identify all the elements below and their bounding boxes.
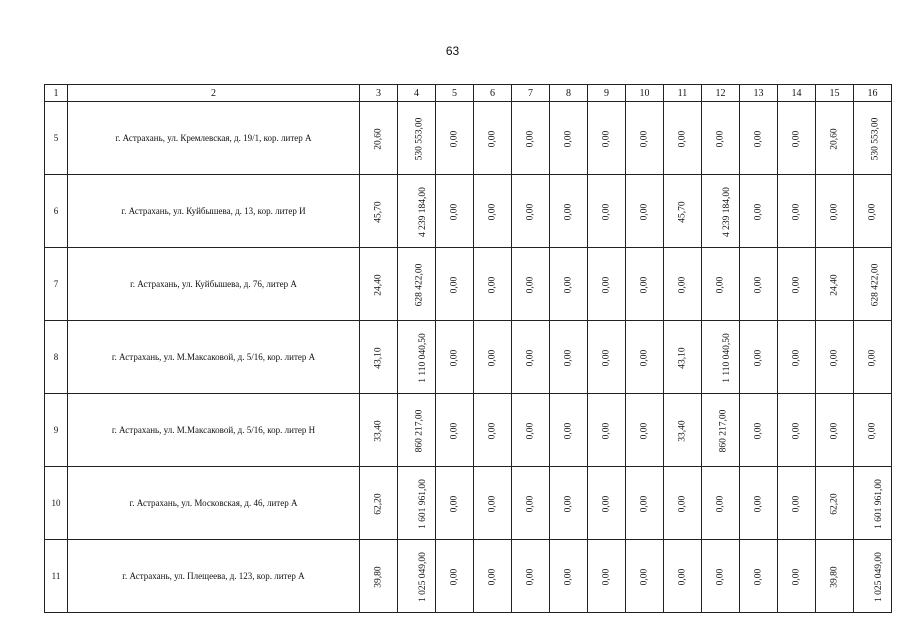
value-cell <box>398 540 436 613</box>
value-text: 0,00 <box>601 568 612 585</box>
value-cell <box>474 102 512 175</box>
value-cell <box>398 321 436 394</box>
value-cell <box>740 394 778 467</box>
address-cell: г. Астрахань, ул. Плещеева, д. 123, кор. литер А <box>68 540 360 613</box>
value-cell <box>664 540 702 613</box>
value-text: 0,00 <box>601 130 612 147</box>
value-text: 0,00 <box>449 422 460 439</box>
row-number-cell: 11 <box>45 540 68 613</box>
value-cell <box>436 321 474 394</box>
value-text: 0,00 <box>449 495 460 512</box>
table-row <box>45 321 892 394</box>
value-text: 0,00 <box>449 349 460 366</box>
value-cell <box>816 102 854 175</box>
value-text: 0,00 <box>601 422 612 439</box>
row-number-cell: 5 <box>45 102 68 175</box>
value-cell <box>398 248 436 321</box>
header-cell: 9 <box>588 85 626 102</box>
value-cell <box>512 248 550 321</box>
value-text: 45,70 <box>373 200 384 223</box>
value-cell <box>512 102 550 175</box>
value-text: 0,00 <box>563 568 574 585</box>
value-cell <box>550 540 588 613</box>
row-number-cell: 10 <box>45 467 68 540</box>
value-cell <box>436 248 474 321</box>
value-cell <box>360 102 398 175</box>
value-cell <box>740 175 778 248</box>
value-cell <box>816 248 854 321</box>
value-text: 0,00 <box>677 495 688 512</box>
address-cell: г. Астрахань, ул. М.Максаковой, д. 5/16, кор. литер Н <box>68 394 360 467</box>
value-text: 0,00 <box>715 276 726 293</box>
value-text: 530 553,00 <box>870 117 881 160</box>
value-cell <box>626 467 664 540</box>
value-cell <box>664 467 702 540</box>
value-cell <box>588 467 626 540</box>
value-text: 0,00 <box>677 130 688 147</box>
value-cell <box>626 321 664 394</box>
value-cell <box>588 540 626 613</box>
header-cell: 8 <box>550 85 588 102</box>
value-cell <box>740 540 778 613</box>
value-cell <box>550 467 588 540</box>
value-text: 0,00 <box>525 568 536 585</box>
value-text: 530 553,00 <box>414 117 425 160</box>
value-cell <box>778 540 816 613</box>
table-body <box>45 85 892 613</box>
table-row <box>45 102 892 175</box>
value-text: 0,00 <box>487 568 498 585</box>
value-cell <box>588 102 626 175</box>
value-text: 0,00 <box>753 568 764 585</box>
value-cell <box>474 175 512 248</box>
value-cell <box>740 467 778 540</box>
value-text: 0,00 <box>829 203 840 220</box>
table-row <box>45 394 892 467</box>
value-cell <box>702 321 740 394</box>
value-cell <box>360 394 398 467</box>
value-text: 0,00 <box>563 203 574 220</box>
value-text: 0,00 <box>753 203 764 220</box>
page-number: 63 <box>445 44 460 58</box>
table-row <box>45 467 892 540</box>
value-cell <box>778 394 816 467</box>
value-cell <box>702 248 740 321</box>
value-text: 62,20 <box>829 492 840 515</box>
value-text: 0,00 <box>867 203 878 220</box>
value-cell <box>436 102 474 175</box>
value-text: 0,00 <box>449 203 460 220</box>
value-cell <box>588 394 626 467</box>
value-text: 860 217,00 <box>414 409 425 452</box>
value-cell <box>360 540 398 613</box>
value-cell <box>626 540 664 613</box>
value-cell <box>398 394 436 467</box>
value-text: 0,00 <box>829 422 840 439</box>
value-cell <box>778 175 816 248</box>
value-cell <box>778 321 816 394</box>
header-cell: 3 <box>360 85 398 102</box>
value-cell <box>474 540 512 613</box>
value-cell <box>436 467 474 540</box>
value-cell <box>512 467 550 540</box>
value-cell <box>702 467 740 540</box>
value-text: 628 422,00 <box>414 263 425 306</box>
value-cell <box>854 467 892 540</box>
value-text: 0,00 <box>639 276 650 293</box>
value-cell <box>626 175 664 248</box>
value-cell <box>854 321 892 394</box>
value-text: 1 601 961,00 <box>417 478 428 529</box>
value-text: 0,00 <box>791 130 802 147</box>
value-text: 1 110 040,50 <box>721 332 732 383</box>
value-cell <box>664 175 702 248</box>
header-row <box>45 85 892 102</box>
value-text: 1 025 049,00 <box>873 551 884 602</box>
value-text: 0,00 <box>791 422 802 439</box>
value-cell <box>512 321 550 394</box>
row-number-cell: 6 <box>45 175 68 248</box>
value-text: 0,00 <box>715 495 726 512</box>
value-cell <box>778 248 816 321</box>
value-cell <box>740 102 778 175</box>
value-cell <box>816 394 854 467</box>
value-cell <box>436 540 474 613</box>
value-cell <box>702 102 740 175</box>
value-text: 0,00 <box>563 130 574 147</box>
header-cell: 2 <box>68 85 360 102</box>
value-cell <box>360 248 398 321</box>
value-cell <box>474 467 512 540</box>
value-text: 0,00 <box>487 349 498 366</box>
value-text: 62,20 <box>373 492 384 515</box>
value-cell <box>512 540 550 613</box>
value-text: 0,00 <box>753 130 764 147</box>
value-text: 0,00 <box>525 130 536 147</box>
row-number-cell: 8 <box>45 321 68 394</box>
header-cell: 15 <box>816 85 854 102</box>
value-text: 0,00 <box>563 422 574 439</box>
value-text: 0,00 <box>563 495 574 512</box>
value-text: 0,00 <box>449 130 460 147</box>
value-text: 0,00 <box>525 349 536 366</box>
address-cell: г. Астрахань, ул. Куйбышева, д. 13, кор. литер И <box>68 175 360 248</box>
value-text: 860 217,00 <box>718 409 729 452</box>
table-row <box>45 540 892 613</box>
value-text: 1 601 961,00 <box>873 478 884 529</box>
value-text: 0,00 <box>639 495 650 512</box>
header-cell: 7 <box>512 85 550 102</box>
table-row <box>45 175 892 248</box>
value-text: 0,00 <box>601 276 612 293</box>
value-cell <box>436 175 474 248</box>
value-text: 0,00 <box>563 349 574 366</box>
value-cell <box>588 175 626 248</box>
address-cell: г. Астрахань, ул. Кремлевская, д. 19/1, кор. литер А <box>68 102 360 175</box>
value-cell <box>474 321 512 394</box>
header-cell: 4 <box>398 85 436 102</box>
value-text: 0,00 <box>449 568 460 585</box>
value-cell <box>816 175 854 248</box>
value-cell <box>550 394 588 467</box>
table-row <box>45 248 892 321</box>
value-text: 628 422,00 <box>870 263 881 306</box>
value-text: 43,10 <box>677 346 688 369</box>
value-cell <box>436 394 474 467</box>
value-cell <box>664 102 702 175</box>
value-cell <box>816 540 854 613</box>
data-table <box>44 84 892 613</box>
value-text: 24,40 <box>373 273 384 296</box>
value-text: 0,00 <box>677 568 688 585</box>
value-cell <box>550 321 588 394</box>
value-text: 0,00 <box>867 422 878 439</box>
value-text: 0,00 <box>487 422 498 439</box>
value-cell <box>854 175 892 248</box>
value-cell <box>626 394 664 467</box>
value-text: 0,00 <box>639 203 650 220</box>
value-cell <box>664 394 702 467</box>
value-cell <box>398 467 436 540</box>
value-text: 20,60 <box>373 127 384 150</box>
value-cell <box>550 175 588 248</box>
value-cell <box>816 321 854 394</box>
value-text: 0,00 <box>601 495 612 512</box>
value-cell <box>702 175 740 248</box>
value-cell <box>854 248 892 321</box>
header-cell: 13 <box>740 85 778 102</box>
value-cell <box>778 467 816 540</box>
value-text: 1 025 049,00 <box>417 551 428 602</box>
value-text: 0,00 <box>715 130 726 147</box>
value-cell <box>702 540 740 613</box>
address-cell: г. Астрахань, ул. Московская, д. 46, литер А <box>68 467 360 540</box>
address-cell: г. Астрахань, ул. Куйбышева, д. 76, литер А <box>68 248 360 321</box>
value-text: 39,80 <box>373 565 384 588</box>
value-text: 0,00 <box>563 276 574 293</box>
value-text: 33,40 <box>677 419 688 442</box>
value-text: 0,00 <box>487 203 498 220</box>
value-text: 24,40 <box>829 273 840 296</box>
value-text: 0,00 <box>487 276 498 293</box>
header-cell: 5 <box>436 85 474 102</box>
value-text: 0,00 <box>753 495 764 512</box>
value-cell <box>816 467 854 540</box>
value-text: 45,70 <box>677 200 688 223</box>
value-cell <box>512 175 550 248</box>
value-text: 20,60 <box>829 127 840 150</box>
value-text: 0,00 <box>525 495 536 512</box>
value-cell <box>740 248 778 321</box>
value-cell <box>778 102 816 175</box>
value-cell <box>360 321 398 394</box>
value-cell <box>664 248 702 321</box>
value-cell <box>854 540 892 613</box>
value-cell <box>360 467 398 540</box>
value-cell <box>588 321 626 394</box>
value-text: 4 239 184,00 <box>721 186 732 237</box>
header-cell: 14 <box>778 85 816 102</box>
value-text: 0,00 <box>449 276 460 293</box>
header-cell: 10 <box>626 85 664 102</box>
value-text: 0,00 <box>791 203 802 220</box>
row-number-cell: 9 <box>45 394 68 467</box>
value-cell <box>398 175 436 248</box>
value-cell <box>474 394 512 467</box>
value-text: 0,00 <box>677 276 688 293</box>
address-cell: г. Астрахань, ул. М.Максаковой, д. 5/16, кор. литер А <box>68 321 360 394</box>
value-cell <box>550 102 588 175</box>
value-text: 4 239 184,00 <box>417 186 428 237</box>
value-text: 1 110 040,50 <box>417 332 428 383</box>
value-text: 0,00 <box>639 568 650 585</box>
value-cell <box>740 321 778 394</box>
header-cell: 1 <box>45 85 68 102</box>
value-cell <box>626 102 664 175</box>
value-cell <box>854 394 892 467</box>
value-text: 0,00 <box>639 422 650 439</box>
value-text: 0,00 <box>525 422 536 439</box>
value-cell <box>854 102 892 175</box>
header-cell: 11 <box>664 85 702 102</box>
value-text: 0,00 <box>867 349 878 366</box>
value-text: 43,10 <box>373 346 384 369</box>
value-cell <box>664 321 702 394</box>
value-text: 0,00 <box>791 349 802 366</box>
value-text: 0,00 <box>487 495 498 512</box>
value-text: 0,00 <box>791 495 802 512</box>
value-text: 0,00 <box>753 422 764 439</box>
value-cell <box>626 248 664 321</box>
value-cell <box>398 102 436 175</box>
value-cell <box>474 248 512 321</box>
value-cell <box>588 248 626 321</box>
value-text: 0,00 <box>601 203 612 220</box>
header-cell: 6 <box>474 85 512 102</box>
header-cell: 12 <box>702 85 740 102</box>
value-text: 0,00 <box>487 130 498 147</box>
value-text: 0,00 <box>639 349 650 366</box>
value-text: 39,80 <box>829 565 840 588</box>
value-text: 33,40 <box>373 419 384 442</box>
value-cell <box>550 248 588 321</box>
value-cell <box>702 394 740 467</box>
value-cell <box>512 394 550 467</box>
value-text: 0,00 <box>753 276 764 293</box>
value-text: 0,00 <box>525 203 536 220</box>
row-number-cell: 7 <box>45 248 68 321</box>
value-text: 0,00 <box>601 349 612 366</box>
value-text: 0,00 <box>639 130 650 147</box>
value-text: 0,00 <box>791 568 802 585</box>
value-cell <box>360 175 398 248</box>
value-text: 0,00 <box>829 349 840 366</box>
value-text: 0,00 <box>791 276 802 293</box>
value-text: 0,00 <box>715 568 726 585</box>
value-text: 0,00 <box>525 276 536 293</box>
header-cell: 16 <box>854 85 892 102</box>
value-text: 0,00 <box>753 349 764 366</box>
